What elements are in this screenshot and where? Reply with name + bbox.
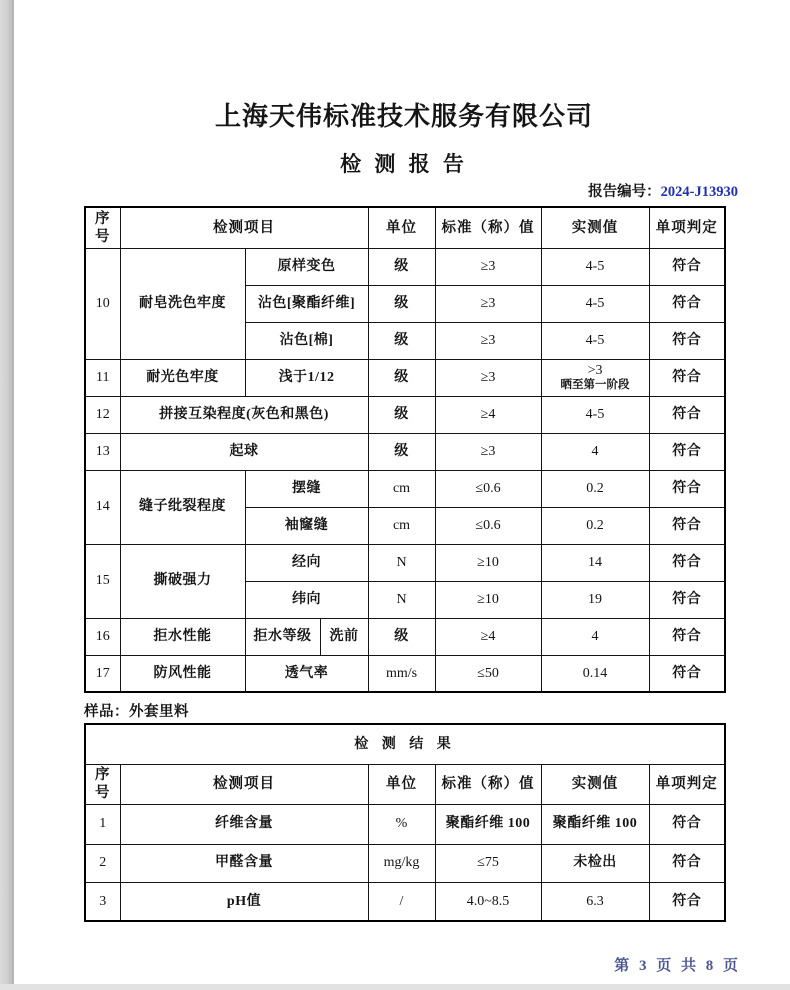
cell-standard-value: ≥3 [435, 285, 541, 322]
cell-judgement: 符合 [649, 581, 725, 618]
cell-item-group: 缝子纰裂程度 [120, 470, 245, 544]
cell-sub-item: 纬向 [245, 581, 368, 618]
cell-sub-item: 原样变色 [245, 248, 368, 285]
cell-serial: 14 [85, 470, 120, 544]
cell-serial: 16 [85, 618, 120, 655]
cell-item: 甲醛含量 [120, 844, 368, 882]
cell-standard-value: ≥10 [435, 544, 541, 581]
table-row [85, 433, 725, 470]
cell-unit: 级 [368, 285, 435, 322]
cell-judgement: 符合 [649, 655, 725, 692]
cell-judgement: 符合 [649, 470, 725, 507]
cell-unit: 级 [368, 396, 435, 433]
cell-item: pH值 [120, 882, 368, 921]
cell-item-group: 防风性能 [120, 655, 245, 692]
cell-judgement: 符合 [649, 618, 725, 655]
col-judgement: 单项判定 [649, 764, 725, 804]
cell-measured-value: 4 [541, 618, 649, 655]
table-row [85, 396, 725, 433]
col-item: 检测项目 [120, 764, 368, 804]
results-table-2 [84, 723, 726, 922]
cell-serial: 11 [85, 359, 120, 396]
cell-sub-item: 沾色[聚酯纤维] [245, 285, 368, 322]
table-row [85, 882, 725, 921]
measured-value-line2: 晒至第一阶段 [560, 378, 630, 391]
cell-standard-value: 4.0~8.5 [435, 882, 541, 921]
table-row [85, 359, 725, 396]
table-row [85, 470, 725, 507]
table2-title-row [85, 724, 725, 764]
cell-standard-value: ≥3 [435, 359, 541, 396]
cell-serial: 15 [85, 544, 120, 618]
cell-unit: % [368, 804, 435, 844]
cell-item: 拼接互染程度(灰色和黑色) [120, 396, 368, 433]
cell-judgement: 符合 [649, 285, 725, 322]
cell-sub-item: 经向 [245, 544, 368, 581]
cell-item-group: 耐皂洗色牢度 [120, 248, 245, 359]
cell-standard-value: ≤50 [435, 655, 541, 692]
cell-measured-value: 0.2 [541, 470, 649, 507]
col-standard: 标准（称）值 [435, 764, 541, 804]
cell-sub-item: 袖窿缝 [245, 507, 368, 544]
cell-standard-value: ≥4 [435, 396, 541, 433]
col-judgement: 单项判定 [649, 207, 725, 248]
sample-label: 样品：外套里料 [84, 704, 189, 720]
cell-measured-value: 19 [541, 581, 649, 618]
cell-measured-value: 14 [541, 544, 649, 581]
document-page [14, 0, 790, 984]
cell-measured-value: 4-5 [541, 396, 649, 433]
cell-serial: 17 [85, 655, 120, 692]
table2-title: 检 测 结 果 [85, 724, 725, 764]
cell-unit: N [368, 581, 435, 618]
page-content [84, 0, 741, 975]
cell-unit: / [368, 882, 435, 921]
table-row [85, 655, 725, 692]
table-header-row [85, 207, 725, 248]
cell-unit: N [368, 544, 435, 581]
cell-serial: 13 [85, 433, 120, 470]
cell-item-group: 耐光色牢度 [120, 359, 245, 396]
table-row [85, 248, 725, 285]
cell-standard-value: 聚酯纤维 100 [435, 804, 541, 844]
col-unit: 单位 [368, 764, 435, 804]
cell-sub-item: 沾色[棉] [245, 322, 368, 359]
table-row [85, 618, 725, 655]
cell-unit: 级 [368, 248, 435, 285]
cell-measured-value: 0.2 [541, 507, 649, 544]
cell-sub-item: 拒水等级 [245, 618, 320, 655]
results-table-1 [84, 206, 726, 693]
cell-measured-value: 未检出 [541, 844, 649, 882]
page-number: 第 3 页 共 8 页 [614, 958, 741, 974]
cell-standard-value: ≤0.6 [435, 507, 541, 544]
table-header-row [85, 764, 725, 804]
cell-measured-value: 4 [541, 433, 649, 470]
cell-sub-item: 摆缝 [245, 470, 368, 507]
cell-standard-value: ≥3 [435, 433, 541, 470]
cell-standard-value: ≥10 [435, 581, 541, 618]
cell-measured-value [541, 359, 649, 396]
cell-serial: 10 [85, 248, 120, 359]
cell-unit: mg/kg [368, 844, 435, 882]
table-row [85, 804, 725, 844]
scan-left-edge [0, 0, 14, 984]
cell-measured-value: 6.3 [541, 882, 649, 921]
report-title: 检 测 报 告 [340, 152, 468, 176]
cell-measured-value: 4-5 [541, 285, 649, 322]
cell-item: 起球 [120, 433, 368, 470]
cell-judgement: 符合 [649, 882, 725, 921]
col-standard: 标准（称）值 [435, 207, 541, 248]
table-row [85, 544, 725, 581]
cell-sub-item: 洗前 [320, 618, 368, 655]
col-item: 检测项目 [120, 207, 368, 248]
cell-judgement: 符合 [649, 507, 725, 544]
col-serial: 序号 [85, 207, 120, 248]
cell-serial: 12 [85, 396, 120, 433]
cell-unit: mm/s [368, 655, 435, 692]
report-number-value: 2024-J13930 [660, 184, 738, 200]
cell-unit: 级 [368, 618, 435, 655]
cell-judgement: 符合 [649, 433, 725, 470]
company-title: 上海天伟标准技术服务有限公司 [214, 102, 593, 131]
cell-judgement: 符合 [649, 544, 725, 581]
col-serial: 序号 [85, 764, 120, 804]
cell-serial: 1 [85, 804, 120, 844]
cell-sub-item: 透气率 [245, 655, 368, 692]
cell-judgement: 符合 [649, 804, 725, 844]
cell-judgement: 符合 [649, 248, 725, 285]
report-number-label: 报告编号： [588, 184, 661, 200]
measured-value-line1: >3 [587, 363, 603, 379]
cell-item-group: 拒水性能 [120, 618, 245, 655]
scan-bottom-edge [0, 984, 790, 990]
col-measured: 实测值 [541, 207, 649, 248]
cell-sub-item: 浅于1/12 [245, 359, 368, 396]
cell-standard-value: ≤0.6 [435, 470, 541, 507]
cell-unit: 级 [368, 322, 435, 359]
cell-measured-value: 0.14 [541, 655, 649, 692]
col-unit: 单位 [368, 207, 435, 248]
cell-measured-value: 4-5 [541, 248, 649, 285]
cell-standard-value: ≤75 [435, 844, 541, 882]
cell-judgement: 符合 [649, 359, 725, 396]
table-row [85, 844, 725, 882]
cell-standard-value: ≥4 [435, 618, 541, 655]
cell-judgement: 符合 [649, 396, 725, 433]
col-measured: 实测值 [541, 764, 649, 804]
cell-unit: cm [368, 470, 435, 507]
cell-judgement: 符合 [649, 322, 725, 359]
cell-unit: 级 [368, 433, 435, 470]
report-number [84, 182, 738, 202]
cell-standard-value: ≥3 [435, 248, 541, 285]
cell-unit: 级 [368, 359, 435, 396]
cell-measured-value: 聚酯纤维 100 [541, 804, 649, 844]
cell-measured-value: 4-5 [541, 322, 649, 359]
cell-item-group: 撕破强力 [120, 544, 245, 618]
cell-standard-value: ≥3 [435, 322, 541, 359]
cell-serial: 3 [85, 882, 120, 921]
cell-unit: cm [368, 507, 435, 544]
cell-item: 纤维含量 [120, 804, 368, 844]
cell-judgement: 符合 [649, 844, 725, 882]
cell-serial: 2 [85, 844, 120, 882]
